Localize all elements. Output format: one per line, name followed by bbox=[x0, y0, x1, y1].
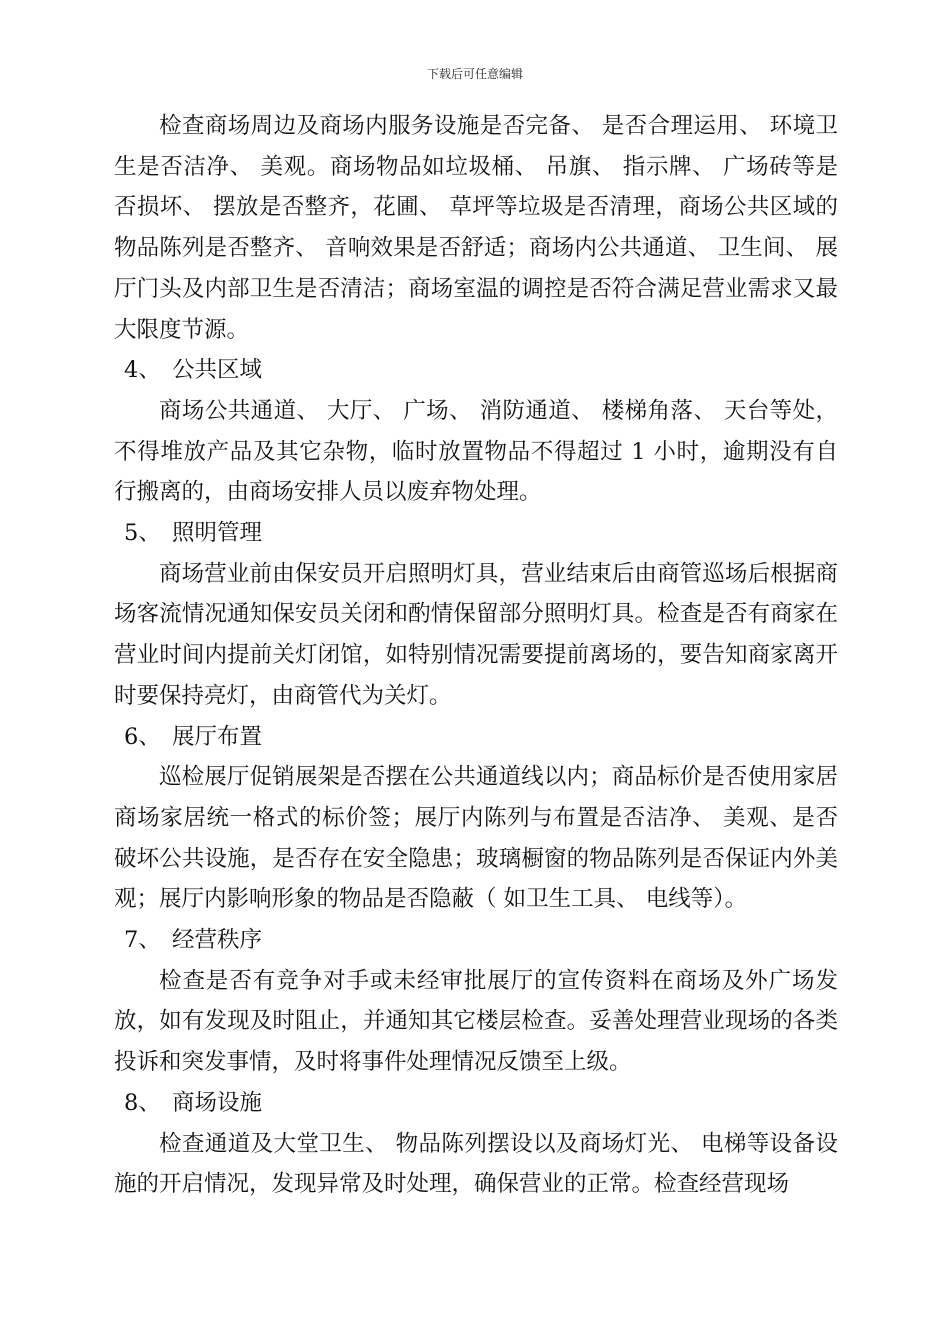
section-title: 展厅布置 bbox=[172, 723, 263, 750]
section-number: 8、 bbox=[124, 1089, 161, 1116]
section-title: 经营秩序 bbox=[172, 927, 263, 954]
section-number: 5、 bbox=[124, 520, 161, 547]
section-heading-mall-facilities bbox=[114, 1083, 838, 1124]
section-number: 4、 bbox=[124, 357, 161, 384]
paragraph-business-order: 检查是否有竞争对手或未经审批展厅的宣传资料在商场及外广场发放，如有发现及时阻止，并通知其它楼层检查。妥善处理营业现场的各类投诉和突发事情，及时将事件处理情况反馈至上级。 bbox=[114, 967, 838, 1076]
document-body bbox=[114, 106, 838, 1205]
section-title: 照明管理 bbox=[172, 520, 263, 547]
section-number: 7、 bbox=[124, 927, 161, 954]
section-title: 商场设施 bbox=[172, 1089, 263, 1116]
paragraph-public-area: 商场公共通道、 大厅、 广场、 消防通道、 楼梯角落、 天台等处，不得堆放产品及其它杂物，临时放置物品不得超过 1 小时，逾期没有自行搬离的，由商场安排人员以废弃物处理。 bbox=[114, 397, 838, 506]
section-heading-business-order bbox=[114, 920, 838, 961]
page-header: 下载后可任意编辑 bbox=[426, 67, 523, 81]
section-heading-lighting bbox=[114, 513, 838, 554]
paragraph-facilities-check: 检查商场周边及商场内服务设施是否完备、 是否合理运用、 环境卫生是否洁净、 美观。商场物品如垃圾桶、 吊旗、 指示牌、 广场砖等是否损坏、 摆放是否整齐，花圃、 草坪等垃圾是否清理，商场公共区域的物品陈列是否整齐、 音响效果是否舒适；商场内公共通道、 卫生间、 展厅门头及内部卫生是否清洁；商场室温的调控是否符合满足营业需求又最大限度节源。 bbox=[114, 113, 838, 343]
section-heading-public-area bbox=[114, 350, 838, 391]
section-heading-showroom bbox=[114, 717, 838, 758]
paragraph-lighting: 商场营业前由保安员开启照明灯具，营业结束后由商管巡场后根据商场客流情况通知保安员关闭和酌情保留部分照明灯具。检查是否有商家在营业时间内提前关灯闭馆，如特别情况需要提前离场的，要告知商家离开时要保持亮灯，由商管代为关灯。 bbox=[114, 560, 838, 709]
section-number: 6、 bbox=[124, 723, 161, 750]
paragraph-mall-facilities: 检查通道及大堂卫生、 物品陈列摆设以及商场灯光、 电梯等设备设施的开启情况，发现异常及时处理，确保营业的正常。检查经营现场 bbox=[114, 1130, 838, 1198]
paragraph-showroom: 巡检展厅促销展架是否摆在公共通道线以内；商品标价是否使用家居商场家居统一格式的标价签；展厅内陈列与布置是否洁净、 美观、是否破坏公共设施，是否存在安全隐患；玻璃橱窗的物品陈列是否保证内外美观；展厅内影响形象的物品是否隐蔽（ 如卫生工具、 电线等）。 bbox=[114, 764, 838, 913]
section-title: 公共区域 bbox=[172, 357, 263, 384]
